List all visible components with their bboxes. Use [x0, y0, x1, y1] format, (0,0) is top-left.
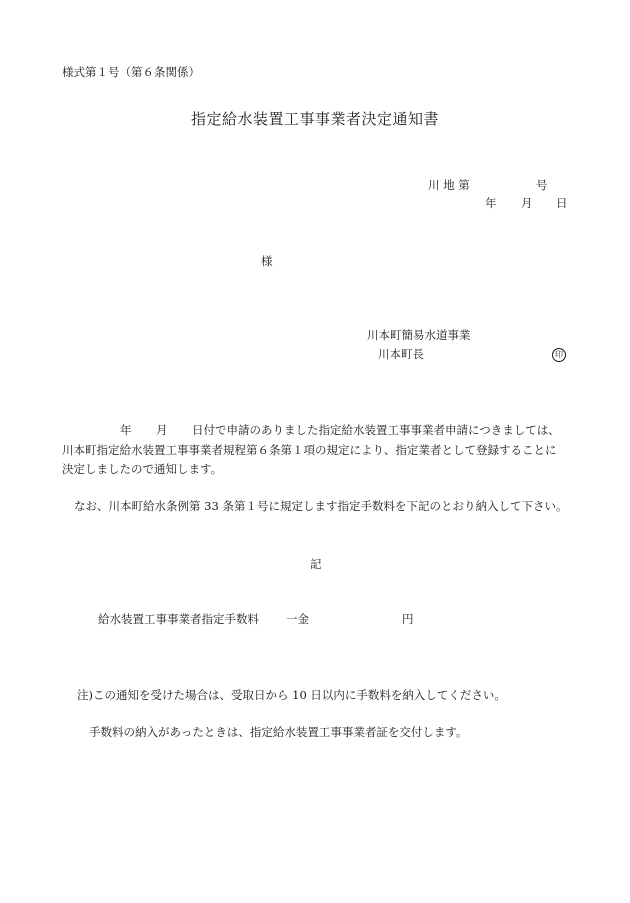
body-line1-month: 月 — [156, 423, 168, 437]
body-paragraph2: なお、川本町給水条例第 33 条第１号に規定します指定手数料を下記のとおり納入して下さい。 — [74, 499, 568, 513]
form-label: 様式第１号（第６条関係） — [62, 65, 200, 79]
body-line1: 日付で申請のありました指定給水装置工事事業者申請につきましては、 — [192, 423, 560, 437]
body-line1-year: 年 — [120, 423, 132, 437]
recipient-honorific: 様 — [261, 254, 273, 268]
issuer-organization: 川本町簡易水道事業 — [367, 328, 471, 342]
fee-unit: 円 — [402, 612, 414, 626]
body-line3: 決定しましたので通知します。 — [62, 462, 223, 476]
date-year: 年 — [485, 196, 497, 210]
doc-number-suffix: 号 — [536, 178, 548, 192]
issuer-title: 川本町長 — [378, 347, 424, 361]
note-1: 注)この通知を受けた場合は、受取日から 10 日以内に手数料を納入してください。 — [77, 688, 506, 702]
document-title: 指定給水装置工事事業者決定通知書 — [191, 110, 440, 128]
doc-number-prefix: 川 地 第 — [428, 178, 470, 192]
date-day: 日 — [556, 196, 568, 210]
body-line2: 川本町指定給水装置工事事業者規程第６条第１項の規定により、指定業者として登録することに — [62, 443, 557, 457]
ki-heading: 記 — [310, 557, 322, 571]
date-month: 月 — [521, 196, 533, 210]
fee-label: 給水装置工事事業者指定手数料 — [98, 612, 259, 626]
seal-mark: 印 — [552, 348, 566, 362]
note-2: 手数料の納入があったときは、指定給水装置工事事業者証を交付します。 — [89, 725, 468, 739]
fee-amount-prefix: 一金 — [286, 612, 309, 626]
